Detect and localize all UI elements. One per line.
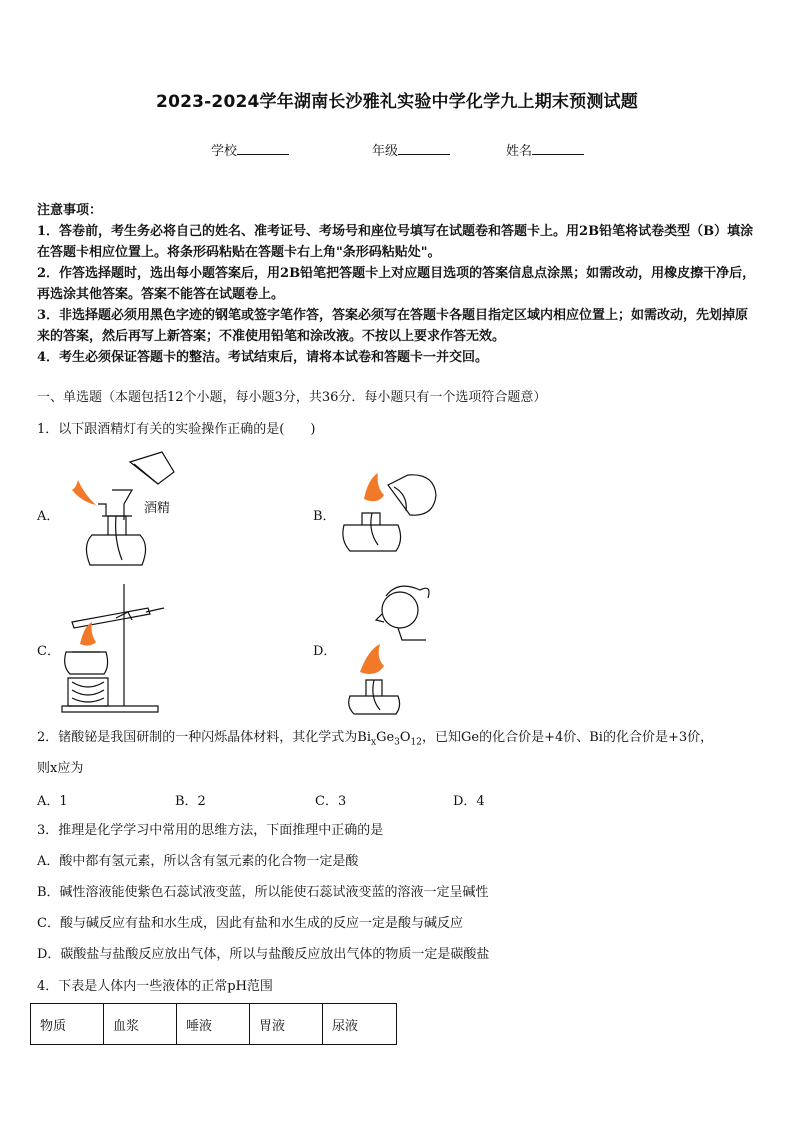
blowing-lamp-figure	[340, 580, 440, 720]
school-label: 学校	[211, 144, 238, 159]
name-field	[506, 140, 584, 159]
q2-stem-part2: ，已知Ge的化合价是+4价、Bi的化合价是+3价，	[422, 730, 714, 745]
q4-stem: 4．下表是人体内一些液体的正常pH范围	[37, 979, 273, 994]
alcohol-label: 酒精	[144, 501, 171, 516]
heating-test-tube-figure	[58, 582, 173, 717]
section-heading: 一、单选题（本题包括12个小题，每小题3分，共36分．每小题只有一个选项符合题意）	[37, 390, 547, 405]
flame-icon	[72, 480, 96, 505]
name-label: 姓名	[506, 144, 533, 159]
q2-stem-line2: 则x应为	[37, 761, 84, 776]
alcohol-lamp-funnel-figure	[62, 450, 182, 575]
q3-option-a[interactable]: A．酸中都有氢元素，所以含有氢元素的化合物一定是酸	[37, 854, 359, 869]
q2-option-c[interactable]: C．3	[315, 794, 347, 809]
q3-option-d[interactable]: D．碳酸盐与盐酸反应放出气体，所以与盐酸反应放出气体的物质一定是碳酸盐	[37, 947, 490, 962]
q2-sub-12: 12	[410, 737, 422, 748]
flame-icon	[360, 644, 384, 674]
table-cell: 胃液	[250, 1004, 323, 1045]
q2-stem	[37, 727, 759, 754]
table-cell: 血浆	[104, 1004, 177, 1045]
table-cell: 物质	[31, 1004, 104, 1045]
flame-icon	[364, 473, 384, 501]
table-cell: 尿液	[323, 1004, 397, 1045]
flame-icon	[80, 622, 96, 646]
q2-option-b[interactable]: B．2	[175, 794, 206, 809]
q2-o: O	[399, 730, 411, 745]
q3-option-b[interactable]: B．碱性溶液能使紫色石蕊试液变蓝，所以能使石蕊试液变蓝的溶液一定呈碱性	[37, 885, 489, 900]
q1-option-a-label: A．	[37, 509, 60, 524]
table-row	[31, 1004, 397, 1045]
note-item-3: 3．非选择题必须用黑色字迹的钢笔或签字笔作答，答案必须写在答题卡各题目指定区域内相应位置上；如需改动，先划掉原来的答案，然后再写上新答案；不准使用铅笔和涂改液。不按以上要求作答无效。	[37, 308, 749, 344]
q2-option-d[interactable]: D．4	[453, 794, 485, 809]
school-blank[interactable]	[237, 141, 289, 155]
q2-sub-3: 3	[394, 737, 400, 748]
name-blank[interactable]	[532, 141, 584, 155]
school-field	[211, 140, 289, 159]
grade-field	[372, 140, 450, 159]
q1-option-d-label: D．	[313, 644, 337, 659]
q2-ge: Ge	[376, 730, 395, 745]
exam-title: 2023-2024学年湖南长沙雅礼实验中学化学九上期末预测试题	[156, 92, 638, 112]
table-cell: 唾液	[177, 1004, 250, 1045]
grade-blank[interactable]	[398, 141, 450, 155]
q1-stem: 1．以下跟酒精灯有关的实验操作正确的是( )	[37, 422, 316, 437]
notes-heading: 注意事项：	[37, 203, 103, 218]
q1-option-b-label: B．	[313, 509, 336, 524]
q1-option-c-label: C．	[37, 644, 60, 659]
q2-option-a[interactable]: A．1	[37, 794, 68, 809]
note-item-2: 2．作答选择题时，选出每小题答案后，用2B铅笔把答题卡上对应题目选项的答案信息点涂黑；如需改动，用橡皮擦干净后，再选涂其他答案。答案不能答在试题卷上。	[37, 266, 756, 302]
q2-stem-part1: 2．锗酸铋是我国研制的一种闪烁晶体材料，其化学式为Bi	[37, 730, 371, 745]
note-item-4: 4．考生必须保证答题卡的整洁。考试结束后，请将本试卷和答题卡一并交回。	[37, 350, 489, 365]
q3-option-c[interactable]: C．酸与碱反应有盐和水生成，因此有盐和水生成的反应一定是酸与碱反应	[37, 916, 463, 931]
q3-stem: 3．推理是化学学习中常用的思维方法，下面推理中正确的是	[37, 823, 384, 838]
ph-table	[30, 1003, 397, 1045]
q2-sub-x: x	[370, 737, 377, 748]
grade-label: 年级	[372, 144, 399, 159]
note-item-1: 1．答卷前，考生务必将自己的姓名、准考证号、考场号和座位号填写在试题卷和答题卡上。用2B铅笔将试卷类型（B）填涂在答题卡相应位置上。将条形码粘贴在答题卡右上角"条形码粘贴处"。	[37, 224, 754, 260]
lamp-to-lamp-figure	[338, 465, 448, 555]
